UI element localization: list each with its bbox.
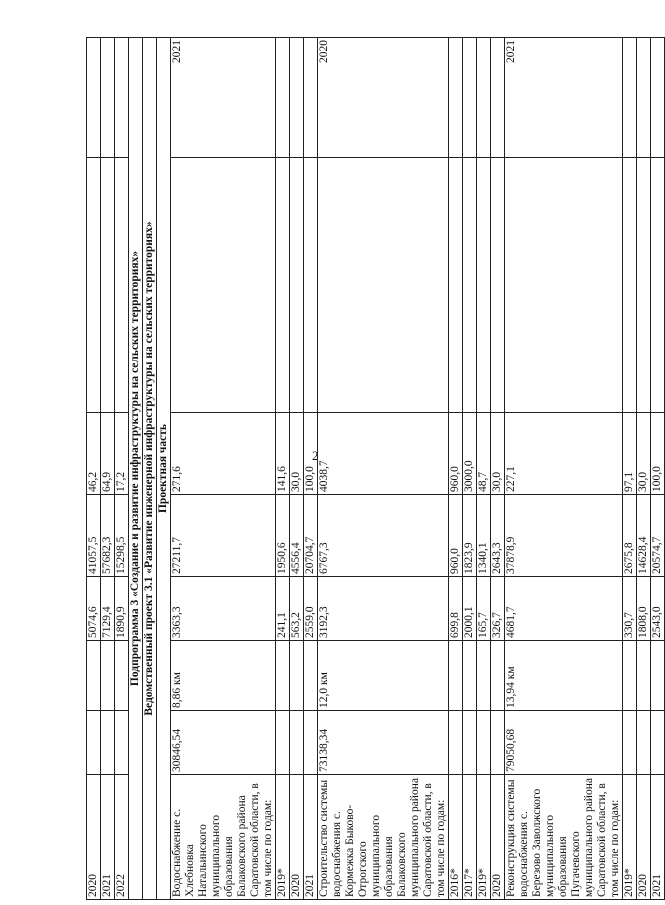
program-table xyxy=(86,37,665,900)
table-row xyxy=(505,38,623,900)
section-heading: Ведомственный проект 3.1 «Развитие инженерной инфраструктуры на сельских территориях» xyxy=(143,38,157,900)
table-section-row xyxy=(157,38,171,900)
table-row xyxy=(290,38,304,900)
value-cell-1: 5074,6 xyxy=(87,577,101,641)
value-cell-1: 699,8 xyxy=(449,577,463,641)
value-cell-2: 20704,7 xyxy=(304,495,318,577)
table-row xyxy=(276,38,290,900)
blank-cell xyxy=(463,158,477,413)
name-cell: 2019* xyxy=(477,775,491,900)
year-cell: 2021 xyxy=(171,38,276,158)
name-cell: 2021 xyxy=(651,775,665,900)
year-cell xyxy=(115,38,129,158)
table-row xyxy=(101,38,115,900)
value-cell-2: 2643,3 xyxy=(491,495,505,577)
value-cell-1: 330,7 xyxy=(623,577,637,641)
value-cell-2: 6767,3 xyxy=(318,495,449,577)
cost-cell xyxy=(304,711,318,775)
value-cell-2: 20574,7 xyxy=(651,495,665,577)
table-row xyxy=(637,38,651,900)
cost-cell: 73138,34 xyxy=(318,711,449,775)
table-row xyxy=(318,38,449,900)
year-cell xyxy=(101,38,115,158)
table-row xyxy=(449,38,463,900)
value-cell-1: 563,2 xyxy=(290,577,304,641)
value-cell-1: 3192,3 xyxy=(318,577,449,641)
year-cell xyxy=(477,38,491,158)
rotated-page-area xyxy=(86,38,663,900)
cost-cell xyxy=(463,711,477,775)
table-row xyxy=(477,38,491,900)
name-cell: Реконструкция системы водоснабжения с. Березово Заволжского муниципального образования Пугачевского муниципального района Саратовской области, в том числе по годам: xyxy=(505,775,623,900)
table-section-row xyxy=(143,38,157,900)
blank-cell xyxy=(491,158,505,413)
name-cell: 2020 xyxy=(87,775,101,900)
blank-cell xyxy=(505,158,623,413)
cost-cell xyxy=(449,711,463,775)
value-cell-1: 1808,0 xyxy=(637,577,651,641)
table-row xyxy=(304,38,318,900)
value-cell-1: 3363,3 xyxy=(171,577,276,641)
capacity-cell xyxy=(304,641,318,711)
capacity-cell xyxy=(290,641,304,711)
value-cell-1: 7129,4 xyxy=(101,577,115,641)
blank-cell xyxy=(276,158,290,413)
year-cell xyxy=(637,38,651,158)
name-cell: 2021 xyxy=(101,775,115,900)
year-cell xyxy=(449,38,463,158)
section-heading: Подпрограмма 3 «Создание и развитие инфраструктуры на сельских территориях» xyxy=(129,38,143,900)
blank-cell xyxy=(171,158,276,413)
section-heading: Проектная часть xyxy=(157,38,171,900)
table-row xyxy=(651,38,665,900)
table-row xyxy=(491,38,505,900)
capacity-cell xyxy=(101,641,115,711)
value-cell-2: 1823,9 xyxy=(463,495,477,577)
value-cell-3: 4038,7 xyxy=(318,413,449,495)
value-cell-3: 3000,0 xyxy=(463,413,477,495)
year-cell xyxy=(290,38,304,158)
value-cell-2: 41057,5 xyxy=(87,495,101,577)
value-cell-2: 4556,4 xyxy=(290,495,304,577)
value-cell-1: 326,7 xyxy=(491,577,505,641)
name-cell: 2019* xyxy=(623,775,637,900)
cost-cell: 30846,54 xyxy=(171,711,276,775)
year-cell xyxy=(623,38,637,158)
name-cell: 2016* xyxy=(449,775,463,900)
cost-cell xyxy=(276,711,290,775)
table-section-row xyxy=(129,38,143,900)
table-row xyxy=(171,38,276,900)
blank-cell xyxy=(449,158,463,413)
value-cell-2: 37878,9 xyxy=(505,495,623,577)
year-cell xyxy=(276,38,290,158)
value-cell-2: 2675,8 xyxy=(623,495,637,577)
value-cell-2: 1340,1 xyxy=(477,495,491,577)
cost-cell xyxy=(623,711,637,775)
capacity-cell xyxy=(463,641,477,711)
capacity-cell xyxy=(87,641,101,711)
table-row xyxy=(623,38,637,900)
cost-cell xyxy=(290,711,304,775)
value-cell-3: 100,0 xyxy=(651,413,665,495)
blank-cell xyxy=(477,158,491,413)
capacity-cell: 13,94 км xyxy=(505,641,623,711)
name-cell: 2020 xyxy=(290,775,304,900)
cost-cell xyxy=(651,711,665,775)
year-cell xyxy=(491,38,505,158)
blank-cell xyxy=(318,158,449,413)
value-cell-3: 30,0 xyxy=(290,413,304,495)
value-cell-1: 2543,0 xyxy=(651,577,665,641)
cost-cell xyxy=(87,711,101,775)
table-row xyxy=(115,38,129,900)
capacity-cell: 8,86 км xyxy=(171,641,276,711)
blank-cell xyxy=(623,158,637,413)
blank-cell xyxy=(651,158,665,413)
year-cell: 2021 xyxy=(505,38,623,158)
name-cell: 2021 xyxy=(304,775,318,900)
value-cell-3: 64,9 xyxy=(101,413,115,495)
value-cell-1: 165,7 xyxy=(477,577,491,641)
cost-cell xyxy=(637,711,651,775)
value-cell-2: 1950,6 xyxy=(276,495,290,577)
name-cell: 2019* xyxy=(276,775,290,900)
capacity-cell xyxy=(651,641,665,711)
capacity-cell xyxy=(276,641,290,711)
value-cell-1: 2559,0 xyxy=(304,577,318,641)
blank-cell xyxy=(115,158,129,413)
capacity-cell xyxy=(491,641,505,711)
value-cell-2: 14628,4 xyxy=(637,495,651,577)
value-cell-3: 48,7 xyxy=(477,413,491,495)
value-cell-3: 46,2 xyxy=(87,413,101,495)
value-cell-3: 100,0 xyxy=(304,413,318,495)
value-cell-2: 27211,7 xyxy=(171,495,276,577)
cost-cell xyxy=(477,711,491,775)
table-row xyxy=(463,38,477,900)
capacity-cell xyxy=(623,641,637,711)
name-cell: 2022 xyxy=(115,775,129,900)
value-cell-3: 30,0 xyxy=(491,413,505,495)
name-cell: Водоснабжение с. Хлебновка Натальинского муниципального образования Балаковского района Саратовской области, в том числе по годам: xyxy=(171,775,276,900)
page-number: 2 xyxy=(312,448,319,463)
capacity-cell xyxy=(637,641,651,711)
capacity-cell xyxy=(115,641,129,711)
value-cell-3: 227,1 xyxy=(505,413,623,495)
capacity-cell: 12,0 км xyxy=(318,641,449,711)
name-cell: Строительство системы водоснабжения с. Кормежка Быково-Отрогского муниципального образования Балаковского муниципального района Саратовской области, в том числе по годам: xyxy=(318,775,449,900)
capacity-cell xyxy=(449,641,463,711)
value-cell-1: 4681,7 xyxy=(505,577,623,641)
year-cell xyxy=(651,38,665,158)
name-cell: 2020 xyxy=(491,775,505,900)
year-cell: 2020 xyxy=(318,38,449,158)
value-cell-3: 141,6 xyxy=(276,413,290,495)
value-cell-3: 271,6 xyxy=(171,413,276,495)
value-cell-2: 57682,3 xyxy=(101,495,115,577)
cost-cell xyxy=(101,711,115,775)
blank-cell xyxy=(304,158,318,413)
cost-cell: 79050,68 xyxy=(505,711,623,775)
value-cell-3: 960,0 xyxy=(449,413,463,495)
cost-cell xyxy=(491,711,505,775)
capacity-cell xyxy=(477,641,491,711)
value-cell-1: 241,1 xyxy=(276,577,290,641)
name-cell: 2017* xyxy=(463,775,477,900)
table-row xyxy=(87,38,101,900)
value-cell-3: 17,2 xyxy=(115,413,129,495)
name-cell: 2020 xyxy=(637,775,651,900)
blank-cell xyxy=(101,158,115,413)
blank-cell xyxy=(290,158,304,413)
year-cell xyxy=(463,38,477,158)
blank-cell xyxy=(87,158,101,413)
table-body xyxy=(87,38,665,900)
year-cell xyxy=(304,38,318,158)
value-cell-2: 15298,5 xyxy=(115,495,129,577)
cost-cell xyxy=(115,711,129,775)
value-cell-1: 1890,9 xyxy=(115,577,129,641)
value-cell-3: 30,0 xyxy=(637,413,651,495)
blank-cell xyxy=(637,158,651,413)
rotated-table-container xyxy=(86,38,663,900)
value-cell-3: 97,1 xyxy=(623,413,637,495)
value-cell-2: 960,0 xyxy=(449,495,463,577)
value-cell-1: 2000,1 xyxy=(463,577,477,641)
year-cell xyxy=(87,38,101,158)
